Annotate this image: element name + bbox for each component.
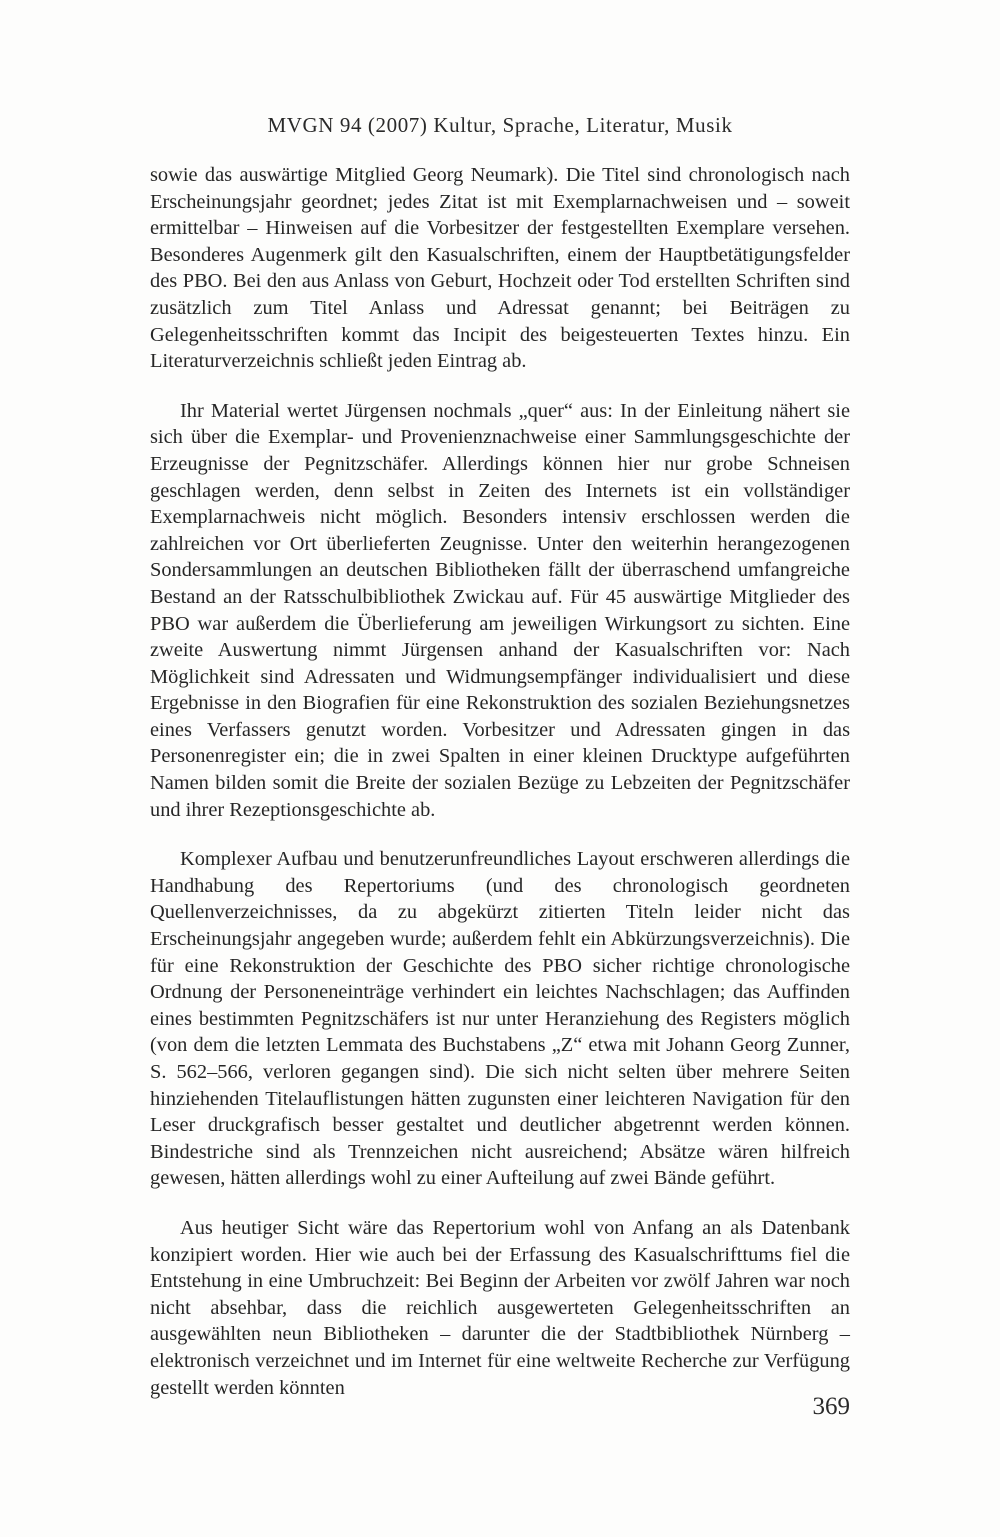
running-head: MVGN 94 (2007) Kultur, Sprache, Literatur, Musik [267, 113, 733, 137]
paragraph-1: sowie das auswärtige Mitglied Georg Neumark). Die Titel sind chronologisch nach Erscheinungsjahr geordnet; jedes Zitat ist mit Exemplarnachweisen und – soweit ermittelbar – Hinweisen auf die Vorbesitzer der festgestellten Exemplare versehen. Besonderes Augenmerk gilt den Kasualschriften, einem der Hauptbetätigungsfelder des PBO. Bei den aus Anlass von Geburt, Hochzeit oder Tod erstellten Schriften sind zusätzlich zum Titel Anlass und Adressat genannt; bei Beiträgen zu Gelegenheitsschriften kommt das Incipit des beigesteuerten Textes hinzu. Ein Literaturverzeichnis schließt jeden Eintrag ab. [150, 164, 850, 373]
paragraph-4: Aus heutiger Sicht wäre das Repertorium wohl von Anfang an als Datenbank konzipiert worden. Hier wie auch bei der Erfassung des Kasualschrifttums fiel die Entstehung in eine Umbruchzeit: Bei Beginn der Arbeiten vor zwölf Jahren war noch nicht absehbar, dass die reichlich ausgewerteten Gelegenheitsschriften an ausgewählten neun Bibliotheken – darunter die der Stadtbibliothek Nürnberg – elektronisch verzeichnet und im Internet für eine weltweite Recherche zur Verfügung gestellt werden könnten [150, 1216, 850, 1399]
body-text [150, 162, 850, 1424]
page-number: 369 [812, 1393, 850, 1420]
paragraph-3: Komplexer Aufbau und benutzerunfreundliches Layout erschweren allerdings die Handhabung des Repertoriums (und des chronologisch geordneten Quellenverzeichnisses, da zu abgekürzt zitierten Titeln leider nicht das Erscheinungsjahr angegeben wurde; außerdem fehlt ein Abkürzungsverzeichnis). Die für eine Rekonstruktion der Geschichte des PBO sicher richtige chronologische Ordnung der Personeneinträge verhindert ein leichtes Nachschlagen; das Auffinden eines bestimmten Pegnitzschäfers ist nur unter Heranziehung des Registers möglich (von dem die letzten Lemmata des Buchstabens „Z“ etwa mit Johann Georg Zunner, S. 562–566, verloren gegangen sind). Die sich nicht selten über mehrere Seiten hinziehenden Titelauflistungen hätten zugunsten einer leichteren Navigation für den Leser druckgrafisch besser gestaltet und deutlicher abgetrennt werden können. Bindestriche sind als Trennzeichen nicht ausreichend; Absätze wären hilfreich gewesen, hätten allerdings wohl zu einer Aufteilung auf zwei Bände geführt. [150, 848, 850, 1190]
paragraph-2: Ihr Material wertet Jürgensen nochmals „quer“ aus: In der Einleitung nähert sie sich über die Exemplar- und Provenienznachweise einer Sammlungsgeschichte der Erzeugnisse der Pegnitzschäfer. Allerdings können hier nur grobe Schneisen geschlagen werden, denn selbst in Zeiten des Internets ist ein vollständiger Exemplarnachweis nicht möglich. Besonders intensiv erschlossen werden die zahlreichen vor Ort überlieferten Zeugnisse. Unter den weiterhin herangezogenen Sondersammlungen an deutschen Bibliotheken fällt der überraschend umfangreiche Bestand an der Ratsschulbibliothek Zwickau auf. Für 45 auswärtige Mitglieder des PBO war außerdem die Überlieferung am jeweiligen Wirkungsort zu sichten. Eine zweite Auswertung nimmt Jürgensen anhand der Kasualschriften vor: Nach Möglichkeit sind Adressaten und Widmungsempfänger individualisiert und diese Ergebnisse in den Biografien für eine Rekonstruktion des sozialen Beziehungsnetzes eines Verfassers genutzt worden. Vorbesitzer und Adressaten gingen in das Personenregister ein; die in zwei Spalten in einer kleinen Drucktype aufgeführten Namen bilden somit die Breite der sozialen Bezüge zu Lebzeiten der Pegnitzschäfer und ihrer Rezeptionsgeschichte ab. [150, 399, 850, 821]
